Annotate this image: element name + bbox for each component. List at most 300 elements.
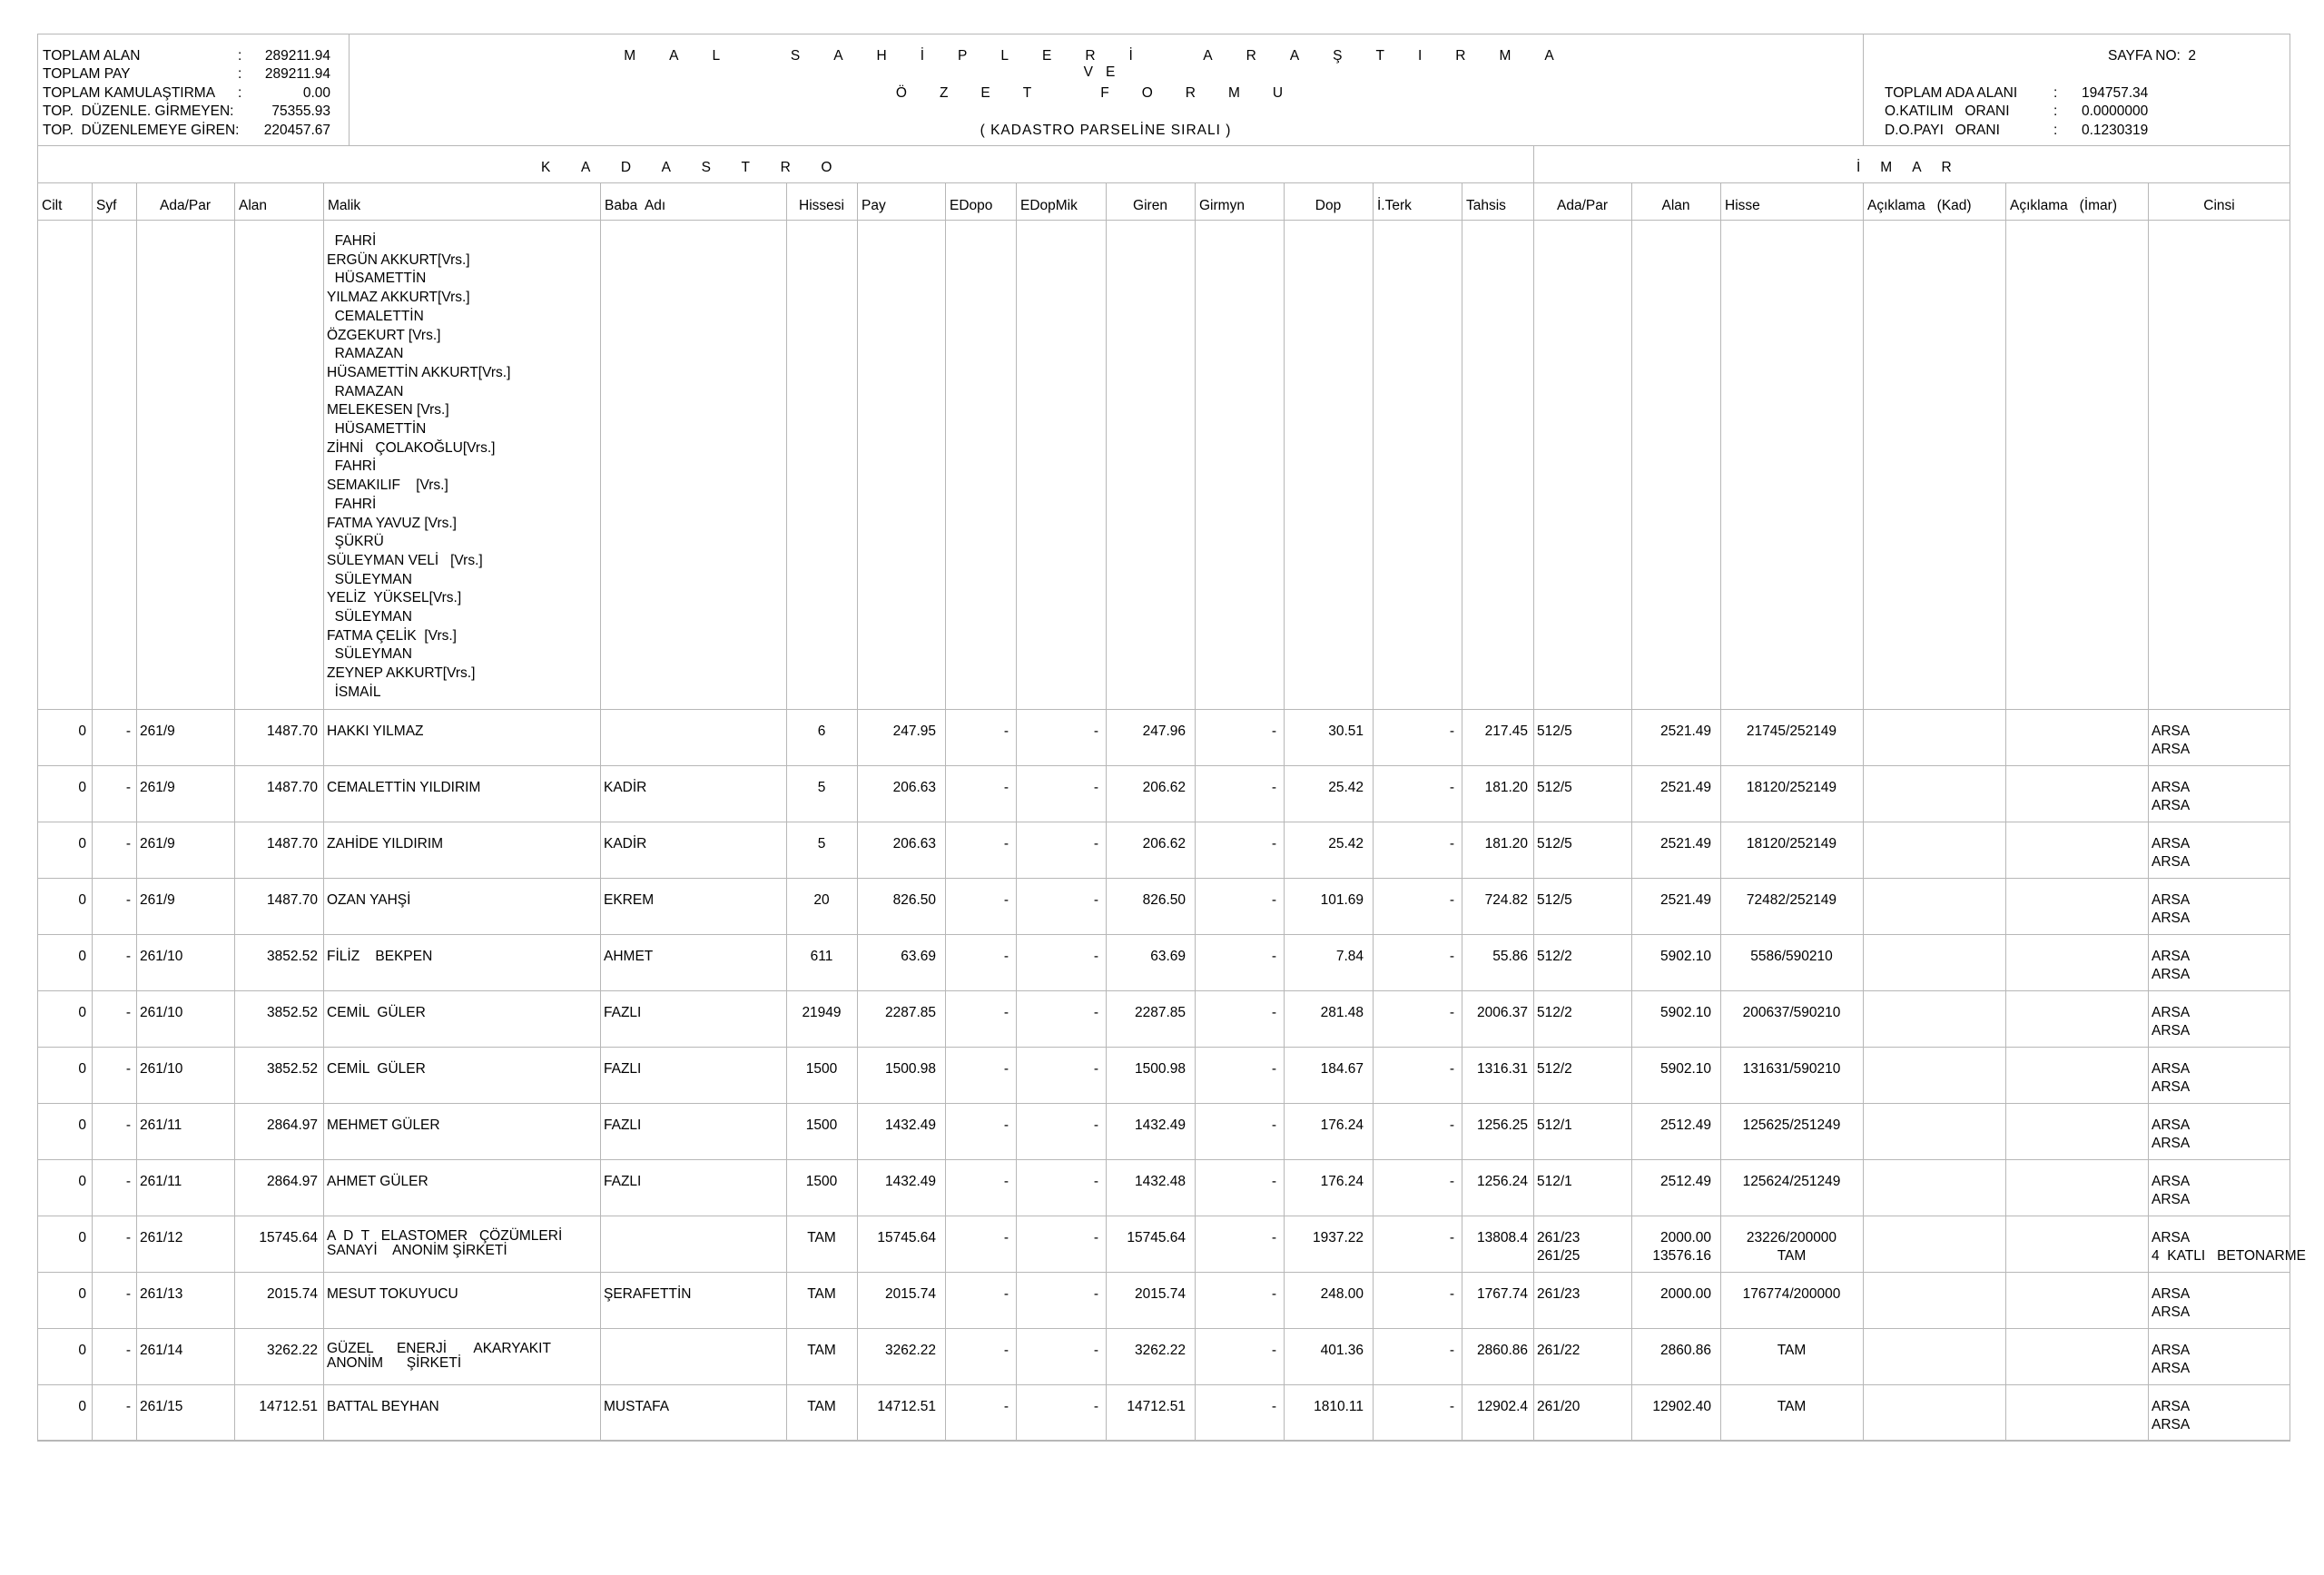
summary-value: 0.1230319	[2082, 123, 2149, 138]
cell-dop: 176.24	[1320, 1174, 1364, 1189]
cell-baba: KADİR	[604, 780, 647, 795]
cell-alan: 3852.52	[266, 1005, 318, 1020]
cell-cilt: 0	[78, 949, 86, 964]
cell-baba: FAZLI	[604, 1005, 642, 1020]
cell-tahsis: 55.86	[1492, 949, 1528, 964]
cell-girmyn: -	[1271, 1005, 1276, 1020]
cell-giren: 15745.64	[1127, 1230, 1186, 1245]
cell-alan: 2864.97	[266, 1174, 318, 1189]
cell-ialan: 2521.49	[1659, 724, 1711, 739]
column-header: EDopMik	[1020, 198, 1078, 213]
cell-girmyn: -	[1271, 780, 1276, 795]
row-divider	[37, 990, 2290, 991]
column-divider	[1863, 182, 1864, 1441]
cell-giren: 1432.49	[1134, 1117, 1186, 1133]
row-divider	[37, 934, 2290, 935]
cell-alan: 1487.70	[266, 836, 318, 851]
owners-block: FAHRİ ERGÜN AKKURT[Vrs.] HÜSAMETTİN YILMAZ AKKURT[Vrs.] CEMALETTİN ÖZGEKURT [Vrs.] RAMAZAN HÜSAMETTİN AKKURT[Vrs.] RAMAZAN MELEKESEN [Vrs.] HÜSAMETTİN ZİHNİ ÇOLAKOĞLU[Vrs.] FAHRİ SEMAKILIF [Vrs.] FAHRİ FATMA YAVUZ [Vrs.] ŞÜKRÜ SÜLEYMAN VELİ [Vrs.] SÜLEYMAN YELİZ YÜKSEL[Vrs.] SÜLEYMAN FATMA ÇELİK [Vrs.] SÜLEYMAN ZEYNEP AKKURT[Vrs.] İSMAİL	[327, 233, 511, 700]
cell-adapar: 261/13	[140, 1286, 183, 1302]
column-header: Alan	[239, 198, 268, 213]
row-divider	[37, 1328, 2290, 1329]
cell-iadapar: 512/2	[1537, 1005, 1572, 1020]
summary-label: O.KATILIM ORANI	[1885, 103, 2010, 119]
cell-dop: 25.42	[1328, 780, 1364, 795]
cell-edopo: -	[1003, 1005, 1009, 1020]
summary-value: 289211.94	[264, 66, 330, 82]
cell-iterk: -	[1449, 892, 1454, 908]
cell-malik: A D T ELASTOMER ÇÖZÜMLERİ SANAYİ ANONİM ŞİRKETİ	[327, 1228, 563, 1258]
cell-edopo: -	[1003, 1061, 1009, 1077]
cell-cilt: 0	[78, 836, 86, 851]
cell-ialan: 5902.10	[1659, 949, 1711, 964]
column-divider	[2005, 182, 2006, 1441]
cell-dop: 281.48	[1320, 1005, 1364, 1020]
row-divider	[37, 1384, 2290, 1385]
row-divider	[37, 709, 2290, 710]
cell-edopo: -	[1003, 724, 1009, 739]
cell-adapar: 261/9	[140, 892, 175, 908]
column-divider	[323, 182, 324, 1441]
cell-adapar: 261/9	[140, 836, 175, 851]
cell-dop: 176.24	[1320, 1117, 1364, 1133]
cell-tahsis: 724.82	[1484, 892, 1528, 908]
row-divider	[37, 878, 2290, 879]
cell-cinsi: ARSA ARSA	[2152, 836, 2191, 870]
cell-hissesi: 1500	[805, 1117, 838, 1133]
summary-value: 194757.34	[2082, 85, 2149, 101]
cell-giren: 14712.51	[1127, 1399, 1186, 1414]
cell-syf: -	[125, 1286, 131, 1302]
cell-malik: GÜZEL ENERJİ AKARYAKIT ANONİM ŞİRKETİ	[327, 1341, 551, 1371]
cell-alan: 3852.52	[266, 1061, 318, 1077]
column-divider	[945, 182, 946, 1441]
cell-edopmik: -	[1093, 1005, 1098, 1020]
cell-pay: 3262.22	[884, 1343, 936, 1358]
column-divider	[1195, 182, 1196, 1441]
cell-tahsis: 217.45	[1484, 724, 1528, 739]
cell-dop: 7.84	[1335, 949, 1364, 964]
cell-alan: 1487.70	[266, 724, 318, 739]
row-divider	[37, 765, 2290, 766]
summary-sep: :	[2053, 85, 2058, 101]
summary-value: 0.00	[302, 85, 330, 101]
cell-edopmik: -	[1093, 780, 1098, 795]
cell-edopmik: -	[1093, 1174, 1098, 1189]
column-divider	[1533, 182, 1534, 1441]
summary-sep: :	[2053, 103, 2058, 119]
cell-tahsis: 1316.31	[1476, 1061, 1528, 1077]
cell-cilt: 0	[78, 1230, 86, 1245]
cell-malik: CEMİL GÜLER	[327, 1061, 426, 1077]
cell-pay: 206.63	[892, 780, 936, 795]
cell-baba: ŞERAFETTİN	[604, 1286, 692, 1302]
row-divider	[37, 1103, 2290, 1104]
cell-alan: 2864.97	[266, 1117, 318, 1133]
cell-tahsis: 181.20	[1484, 780, 1528, 795]
cell-syf: -	[125, 1343, 131, 1358]
cell-adapar: 261/12	[140, 1230, 183, 1245]
cell-giren: 3262.22	[1134, 1343, 1186, 1358]
column-header: EDopo	[950, 198, 993, 213]
cell-giren: 2015.74	[1134, 1286, 1186, 1302]
section-divider	[1533, 145, 1534, 183]
row-divider	[37, 1441, 2290, 1442]
cell-iterk: -	[1449, 1343, 1454, 1358]
cell-alan: 3852.52	[266, 949, 318, 964]
cell-hissesi: 611	[810, 949, 833, 964]
cell-cilt: 0	[78, 892, 86, 908]
cell-girmyn: -	[1271, 892, 1276, 908]
summary-label: TOPLAM PAY	[43, 66, 131, 82]
summary-sep: :	[2053, 123, 2058, 138]
cell-giren: 206.62	[1142, 780, 1186, 795]
cell-adapar: 261/9	[140, 780, 175, 795]
column-divider	[2148, 182, 2149, 1441]
cell-dop: 184.67	[1320, 1061, 1364, 1077]
column-header: Cinsi	[2203, 198, 2235, 213]
cell-pay: 1500.98	[884, 1061, 936, 1077]
column-header: İ.Terk	[1377, 198, 1412, 213]
cell-edopo: -	[1003, 1286, 1009, 1302]
cell-syf: -	[125, 780, 131, 795]
cell-malik: BATTAL BEYHAN	[327, 1399, 439, 1414]
cell-cilt: 0	[78, 1005, 86, 1020]
column-header: Syf	[96, 198, 117, 213]
column-divider	[857, 182, 858, 1441]
cell-malik: HAKKI YILMAZ	[327, 724, 424, 739]
row-divider	[37, 1159, 2290, 1160]
column-divider	[1016, 182, 1017, 1441]
cell-iterk: -	[1449, 1005, 1454, 1020]
cell-baba: FAZLI	[604, 1174, 642, 1189]
cell-dop: 30.51	[1328, 724, 1364, 739]
cell-alan: 2015.74	[266, 1286, 318, 1302]
summary-label: TOPLAM ALAN	[43, 48, 141, 64]
cell-tahsis: 2860.86	[1476, 1343, 1528, 1358]
summary-label: TOP. DÜZENLE. GİRMEYEN:	[43, 103, 234, 119]
cell-cinsi: ARSA ARSA	[2152, 892, 2191, 926]
cell-iadapar: 512/2	[1537, 949, 1572, 964]
cell-syf: -	[125, 1174, 131, 1189]
summary-label: TOPLAM ADA ALANI	[1885, 85, 2018, 101]
cell-giren: 826.50	[1142, 892, 1186, 908]
cell-tahsis: 1256.25	[1476, 1117, 1528, 1133]
cell-hisse: 5586/590210	[1750, 949, 1833, 964]
summary-sep: :	[238, 85, 242, 101]
cell-hisse: 200637/590210	[1742, 1005, 1841, 1020]
cell-hissesi: 1500	[805, 1174, 838, 1189]
cell-iadapar: 512/2	[1537, 1061, 1572, 1077]
cell-hisse: 125625/251249	[1742, 1117, 1841, 1133]
cell-edopo: -	[1003, 1174, 1009, 1189]
column-header: Hisse	[1725, 198, 1760, 213]
cell-cinsi: ARSA ARSA	[2152, 780, 2191, 813]
cell-iterk: -	[1449, 1286, 1454, 1302]
cell-malik: CEMALETTİN YILDIRIM	[327, 780, 481, 795]
cell-iterk: -	[1449, 1061, 1454, 1077]
cell-hissesi: 21949	[802, 1005, 842, 1020]
cell-pay: 15745.64	[877, 1230, 936, 1245]
cell-edopmik: -	[1093, 949, 1098, 964]
summary-label: TOPLAM KAMULAŞTIRMA	[43, 85, 216, 101]
cell-cilt: 0	[78, 780, 86, 795]
cell-iterk: -	[1449, 836, 1454, 851]
page-number: SAYFA NO: 2	[2108, 48, 2197, 64]
summary-value: 75355.93	[271, 103, 330, 119]
cell-malik: MESUT TOKUYUCU	[327, 1286, 458, 1302]
column-divider	[1106, 182, 1107, 1441]
cell-ialan: 2512.49	[1659, 1174, 1711, 1189]
cell-hisse: 72482/252149	[1746, 892, 1837, 908]
cell-hissesi: TAM	[807, 1399, 836, 1414]
cell-adapar: 261/10	[140, 949, 183, 964]
cell-pay: 2287.85	[884, 1005, 936, 1020]
cell-edopo: -	[1003, 1399, 1009, 1414]
cell-cinsi: ARSA ARSA	[2152, 1061, 2191, 1095]
cell-edopmik: -	[1093, 1061, 1098, 1077]
cell-pay: 826.50	[892, 892, 936, 908]
cell-dop: 101.69	[1320, 892, 1364, 908]
cell-cinsi: ARSA ARSA	[2152, 1286, 2191, 1320]
cell-iadapar: 261/23	[1537, 1286, 1581, 1302]
column-header: Dop	[1315, 198, 1342, 213]
summary-value: 289211.94	[264, 48, 330, 64]
cell-iterk: -	[1449, 1230, 1454, 1245]
summary-sep: :	[238, 66, 242, 82]
cell-pay: 206.63	[892, 836, 936, 851]
cell-alan: 1487.70	[266, 780, 318, 795]
column-header: Açıklama (Kad)	[1867, 198, 1972, 213]
cell-cinsi: ARSA ARSA	[2152, 1343, 2191, 1376]
column-divider	[1284, 182, 1285, 1441]
cell-cilt: 0	[78, 1399, 86, 1414]
cell-iadapar: 261/20	[1537, 1399, 1581, 1414]
cell-edopo: -	[1003, 1230, 1009, 1245]
summary-value: 220457.67	[263, 123, 330, 138]
cell-iadapar: 512/1	[1537, 1117, 1572, 1133]
cell-adapar: 261/14	[140, 1343, 183, 1358]
cell-cilt: 0	[78, 724, 86, 739]
cell-malik: AHMET GÜLER	[327, 1174, 428, 1189]
cell-adapar: 261/11	[140, 1174, 182, 1189]
cell-hissesi: 6	[817, 724, 826, 739]
cell-pay: 247.95	[892, 724, 936, 739]
cell-adapar: 261/11	[140, 1117, 182, 1133]
cell-malik: MEHMET GÜLER	[327, 1117, 440, 1133]
cell-hisse: 18120/252149	[1746, 780, 1837, 795]
cell-syf: -	[125, 1117, 131, 1133]
cell-syf: -	[125, 1399, 131, 1414]
cell-edopmik: -	[1093, 1343, 1098, 1358]
column-header: Tahsis	[1466, 198, 1506, 213]
cell-iterk: -	[1449, 780, 1454, 795]
column-divider	[234, 182, 235, 1441]
cell-cilt: 0	[78, 1174, 86, 1189]
cell-cilt: 0	[78, 1117, 86, 1133]
cell-hisse: 18120/252149	[1746, 836, 1837, 851]
cell-adapar: 261/9	[140, 724, 175, 739]
cell-ialan: 2521.49	[1659, 836, 1711, 851]
column-divider	[92, 182, 93, 1441]
cell-cinsi: ARSA ARSA	[2152, 1117, 2191, 1151]
column-divider	[786, 182, 787, 1441]
cell-pay: 1432.49	[884, 1117, 936, 1133]
cell-hisse: TAM	[1777, 1343, 1807, 1358]
cell-edopmik: -	[1093, 1117, 1098, 1133]
report-title-connector: VE	[1083, 64, 1128, 80]
cell-hisse: 131631/590210	[1742, 1061, 1841, 1077]
cell-ialan: 2860.86	[1659, 1343, 1711, 1358]
cell-girmyn: -	[1271, 1230, 1276, 1245]
row-divider	[37, 1272, 2290, 1273]
cell-edopmik: -	[1093, 1286, 1098, 1302]
cell-ialan: 2521.49	[1659, 780, 1711, 795]
cell-pay: 14712.51	[877, 1399, 936, 1414]
cell-syf: -	[125, 1061, 131, 1077]
cell-giren: 247.96	[1142, 724, 1186, 739]
cell-pay: 63.69	[901, 949, 936, 964]
cell-dop: 248.00	[1320, 1286, 1364, 1302]
cell-ialan: 2000.00	[1659, 1286, 1711, 1302]
report-title: MAL SAHİPLERİ ARAŞTIRMA	[624, 48, 1588, 64]
cell-hisse: 125624/251249	[1742, 1174, 1841, 1189]
cell-cinsi: ARSA ARSA	[2152, 724, 2191, 757]
cell-giren: 1500.98	[1134, 1061, 1186, 1077]
cell-edopmik: -	[1093, 892, 1098, 908]
cell-cilt: 0	[78, 1343, 86, 1358]
cell-dop: 1810.11	[1314, 1399, 1364, 1414]
cell-girmyn: -	[1271, 1286, 1276, 1302]
cell-tahsis: 1767.74	[1476, 1286, 1528, 1302]
cell-baba: KADİR	[604, 836, 647, 851]
cell-baba: FAZLI	[604, 1117, 642, 1133]
cell-syf: -	[125, 949, 131, 964]
section-kadastro: KADASTRO	[541, 160, 863, 175]
cell-girmyn: -	[1271, 949, 1276, 964]
cell-hissesi: 20	[813, 892, 830, 908]
cell-girmyn: -	[1271, 1061, 1276, 1077]
cell-iterk: -	[1449, 949, 1454, 964]
cell-girmyn: -	[1271, 1399, 1276, 1414]
summary-label: TOP. DÜZENLEMEYE GİREN:	[43, 123, 240, 138]
column-header: Pay	[862, 198, 886, 213]
cell-iadapar: 261/23 261/25	[1537, 1230, 1581, 1264]
cell-iadapar: 512/5	[1537, 836, 1572, 851]
cell-hissesi: 5	[817, 780, 826, 795]
cell-hissesi: TAM	[807, 1230, 836, 1245]
cell-ialan: 12902.40	[1652, 1399, 1711, 1414]
column-header: Ada/Par	[159, 198, 211, 213]
cell-iadapar: 512/1	[1537, 1174, 1572, 1189]
cell-edopo: -	[1003, 1343, 1009, 1358]
cell-edopmik: -	[1093, 1230, 1098, 1245]
cell-iterk: -	[1449, 1174, 1454, 1189]
cell-syf: -	[125, 836, 131, 851]
cell-hissesi: 5	[817, 836, 826, 851]
cell-malik: ZAHİDE YILDIRIM	[327, 836, 444, 851]
cell-ialan: 5902.10	[1659, 1005, 1711, 1020]
column-header: Baba Adı	[605, 198, 666, 213]
cell-cilt: 0	[78, 1286, 86, 1302]
cell-alan: 15745.64	[259, 1230, 318, 1245]
cell-iterk: -	[1449, 1117, 1454, 1133]
cell-hissesi: TAM	[807, 1343, 836, 1358]
column-header: Hissesi	[799, 198, 844, 213]
column-header: Açıklama (İmar)	[2010, 198, 2117, 213]
cell-giren: 206.62	[1142, 836, 1186, 851]
cell-syf: -	[125, 892, 131, 908]
cell-iadapar: 261/22	[1537, 1343, 1581, 1358]
column-header: Malik	[328, 198, 361, 213]
cell-tahsis: 13808.4	[1476, 1230, 1528, 1245]
cell-edopo: -	[1003, 836, 1009, 851]
cell-baba: EKREM	[604, 892, 655, 908]
cell-girmyn: -	[1271, 1117, 1276, 1133]
cell-malik: CEMİL GÜLER	[327, 1005, 426, 1020]
cell-edopmik: -	[1093, 836, 1098, 851]
cell-cinsi: ARSA ARSA	[2152, 1005, 2191, 1039]
summary-value: 0.0000000	[2082, 103, 2149, 119]
cell-iterk: -	[1449, 1399, 1454, 1414]
cell-edopo: -	[1003, 1117, 1009, 1133]
header-divider-right	[1863, 34, 1864, 146]
cell-adapar: 261/15	[140, 1399, 183, 1414]
column-header: Giren	[1133, 198, 1167, 213]
cell-edopo: -	[1003, 892, 1009, 908]
cell-ialan: 2521.49	[1659, 892, 1711, 908]
cell-hisse: TAM	[1777, 1399, 1807, 1414]
cell-iadapar: 512/5	[1537, 892, 1572, 908]
report-subtitle: ÖZET FORMU	[895, 85, 1316, 101]
cell-malik: OZAN YAHŞİ	[327, 892, 411, 908]
cell-giren: 1432.48	[1134, 1174, 1186, 1189]
cell-edopo: -	[1003, 780, 1009, 795]
cell-edopmik: -	[1093, 724, 1098, 739]
cell-baba: AHMET	[604, 949, 654, 964]
cell-cinsi: ARSA ARSA	[2152, 1174, 2191, 1207]
cell-pay: 1432.49	[884, 1174, 936, 1189]
cell-ialan: 2000.00 13576.16	[1652, 1230, 1711, 1264]
cell-edopmik: -	[1093, 1399, 1098, 1414]
cell-tahsis: 1256.24	[1476, 1174, 1528, 1189]
column-header: Cilt	[42, 198, 63, 213]
summary-sep: :	[238, 48, 242, 64]
cell-dop: 401.36	[1320, 1343, 1364, 1358]
cell-alan: 3262.22	[266, 1343, 318, 1358]
cell-ialan: 5902.10	[1659, 1061, 1711, 1077]
cell-girmyn: -	[1271, 1174, 1276, 1189]
cell-syf: -	[125, 1230, 131, 1245]
row-divider	[37, 1047, 2290, 1048]
cell-dop: 1937.22	[1312, 1230, 1364, 1245]
column-header: Alan	[1661, 198, 1690, 213]
cell-alan: 14712.51	[259, 1399, 318, 1414]
cell-cinsi: ARSA ARSA	[2152, 1399, 2191, 1432]
cell-edopo: -	[1003, 949, 1009, 964]
cell-alan: 1487.70	[266, 892, 318, 908]
column-divider	[1373, 182, 1374, 1441]
cell-cilt: 0	[78, 1061, 86, 1077]
cell-dop: 25.42	[1328, 836, 1364, 851]
cell-iterk: -	[1449, 724, 1454, 739]
column-header: Girmyn	[1199, 198, 1245, 213]
cell-girmyn: -	[1271, 1343, 1276, 1358]
cell-hissesi: TAM	[807, 1286, 836, 1302]
summary-label: D.O.PAYI ORANI	[1885, 123, 2000, 138]
cell-syf: -	[125, 724, 131, 739]
cell-tahsis: 2006.37	[1476, 1005, 1528, 1020]
cell-iadapar: 512/5	[1537, 780, 1572, 795]
